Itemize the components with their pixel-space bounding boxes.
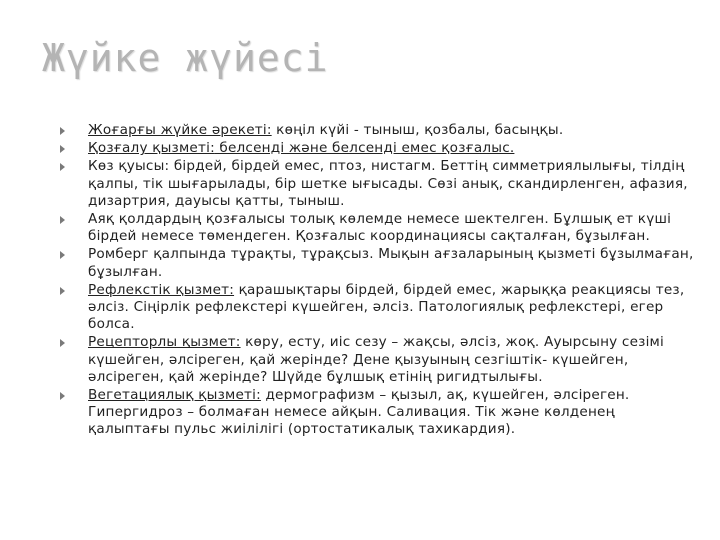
triangle-bullet-icon (60, 251, 65, 259)
list-item (60, 334, 700, 386)
item-lead: Рефлекстік қызмет: (88, 281, 235, 298)
triangle-bullet-icon (60, 339, 65, 347)
triangle-bullet-icon (60, 392, 65, 400)
triangle-bullet-icon (60, 163, 65, 171)
item-text: қарашықтары бірдей, бірдей емес, жарыққа реакциясы тез, әлсіз. Сіңірлік рефлекстері күшейген, әлсіз. Патологиялық рефлекстері, егер болса. (88, 281, 685, 333)
list-item (60, 122, 700, 139)
item-text: белсенді және белсенді емес қозғалыс. (214, 140, 515, 157)
list-item (60, 246, 700, 280)
list-item (60, 211, 700, 245)
item-lead: Рецепторлы қызмет: (88, 334, 241, 351)
item-lead: Жоғарғы жүйке әрекеті: (88, 122, 272, 138)
item-text: Ромберг қалпында тұрақты, тұрақсыз. Мықын ағзаларының қызметі бұзылмаған, бұзылған. (88, 246, 694, 280)
list-item (60, 282, 700, 334)
list-item (60, 140, 700, 157)
slide-title: Жүйке жүйесі (42, 36, 329, 80)
list-item (60, 387, 700, 439)
triangle-bullet-icon (60, 127, 65, 135)
triangle-bullet-icon (60, 287, 65, 295)
item-text: Көз қуысы: бірдей, бірдей емес, птоз, нистагм. Беттің симметриялылығы, тілдің қалпы, тік шығарылады, бір шетке ығысады. Сөзі анық, скандирленген, афазия, дизартрия, дауысы қатты, тыныш. (88, 158, 688, 209)
item-lead: Вегетациялық қызметі: (88, 387, 261, 404)
triangle-bullet-icon (60, 145, 65, 153)
item-text: көңіл күйі - тыныш, қозбалы, басыңқы. (271, 122, 564, 138)
list-item (60, 158, 700, 210)
bullet-list (60, 122, 700, 440)
triangle-bullet-icon (60, 216, 65, 224)
item-text: көру, есту, иіс сезу – жақсы, әлсіз, жоқ. Ауырсыну сезімі күшейген, әлсіреген, қай жерінде? Дене қызуының сезгіштік- күшейген, әлсіреген, қай жерінде? Шүйде бұлшық етінің ригидтылығы. (88, 334, 664, 385)
item-text: дермографизм – қызыл, ақ, күшейген, әлсіреген. Гипергидроз – болмаған немесе айқын. Саливация. Тік және көлденең қалыптағы пульс жиілілігі (ортостатикалық тахикардия). (88, 387, 630, 438)
item-text: Аяқ қолдардың қозғалысы толық көлемде немесе шектелген. Бұлшық ет күші бірдей немесе төмендеген. Қозғалыс координациясы сақталған, бұзылған. (88, 211, 672, 245)
item-lead: Қозғалу қызметі: (88, 140, 215, 157)
